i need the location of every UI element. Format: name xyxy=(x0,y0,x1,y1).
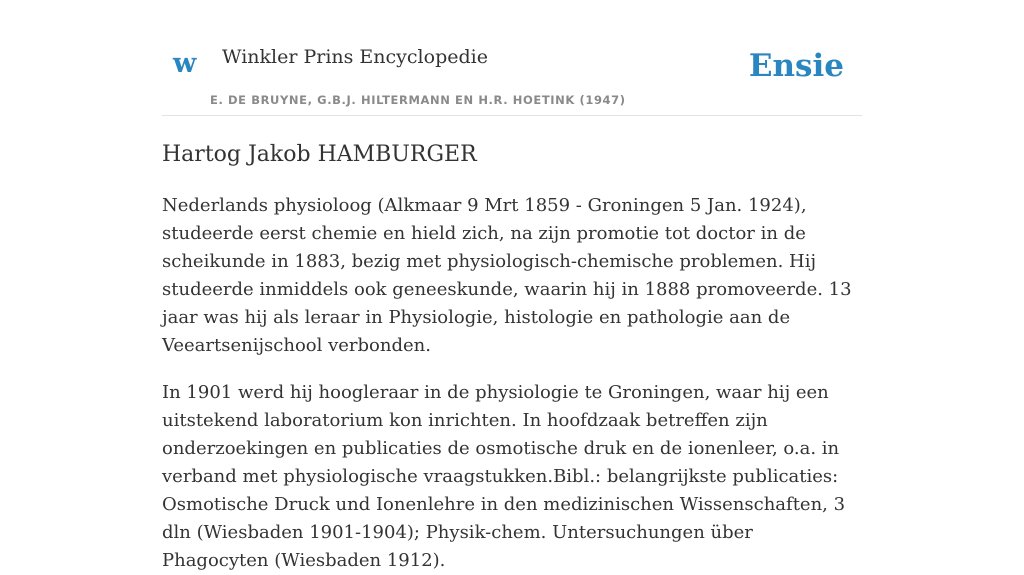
encyclopedia-title[interactable]: Winkler Prins Encyclopedie xyxy=(222,46,488,68)
article-content xyxy=(162,140,862,575)
article-paragraph-2: In 1901 werd hij hoogleraar in de physiologie te Groningen, waar hij een uitstekend laboratorium kon inrichten. In hoofdzaak betreffen zijn onderzoekingen en publicaties de osmotische druk en de ionenleer, o.a. in verband met physiologische vraagstukken.Bibl.: belangrijkste publicaties: Osmotische Druck und Ionenlehre in den medizinischen Wissenschaften, 3 dln (Wiesbaden 1901-1904); Physik-chem. Untersuchungen über Phagocyten (Wiesbaden 1912). xyxy=(162,382,846,571)
winkler-prins-logo-icon[interactable]: w xyxy=(173,48,197,79)
encyclopedia-authors: E. DE BRUYNE, G.B.J. HILTERMANN EN H.R. HOETINK (1947) xyxy=(210,93,626,107)
article-paragraph-1: Nederlands physioloog (Alkmaar 9 Mrt 1859 - Groningen 5 Jan. 1924), studeerde eerst chemie en hield zich, na zijn promotie tot doctor in de scheikunde in 1883, bezig met physiologisch-chemische problemen. Hij studeerde inmiddels ook geneeskunde, waarin hij in 1888 promoveerde. 13 jaar was hij als leraar in Physiologie, histologie en pathologie aan de Veeartsenijschool verbonden. xyxy=(162,195,852,356)
encyclopedia-header xyxy=(162,0,862,116)
article-title: Hartog Jakob HAMBURGER xyxy=(162,142,477,167)
ensie-logo[interactable]: Ensie xyxy=(748,48,844,84)
